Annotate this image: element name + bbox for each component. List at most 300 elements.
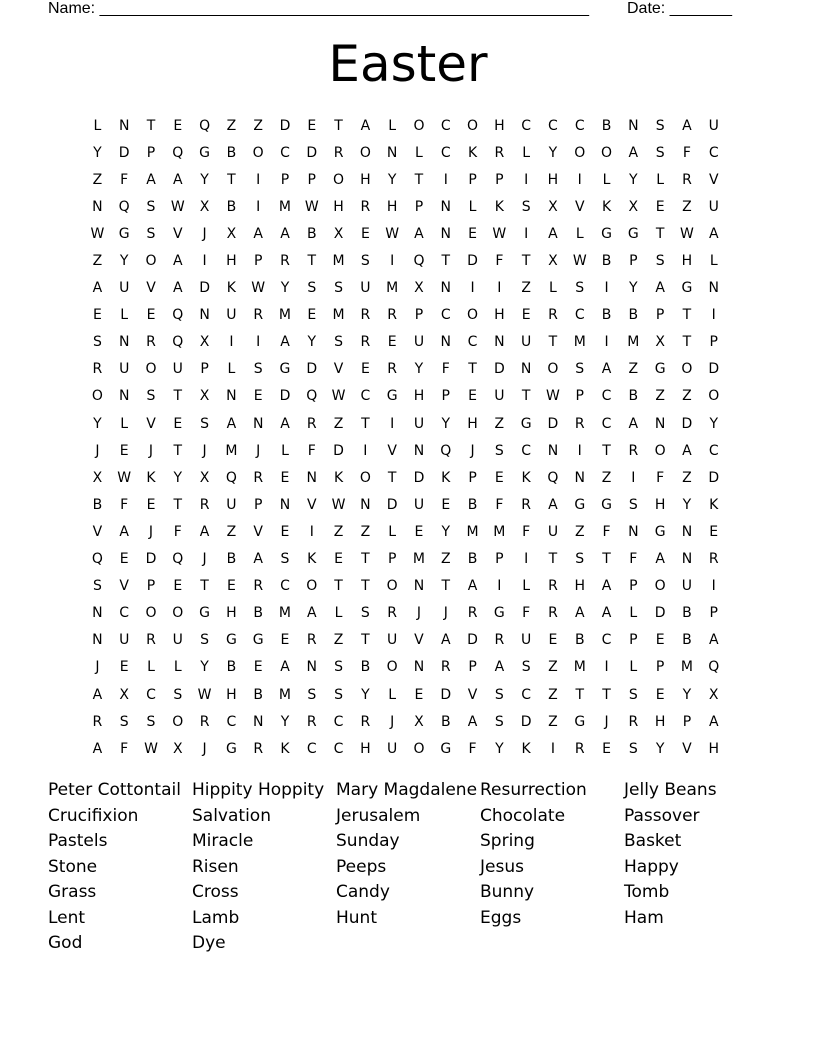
grid-letter: X — [655, 334, 665, 351]
grid-letter: C — [521, 686, 532, 703]
grid-letter: A — [280, 415, 290, 432]
grid-letter: C — [601, 632, 612, 649]
grid-letter: F — [173, 523, 182, 540]
grid-letter: A — [360, 117, 371, 134]
grid-letter: Z — [333, 415, 344, 432]
word-list-item: Ham — [624, 907, 664, 928]
grid-letter: E — [119, 659, 129, 676]
grid-letter: E — [307, 117, 317, 134]
word-list-item: Jelly Beans — [624, 780, 717, 800]
grid-letter: V — [92, 523, 103, 540]
word-list-item: God — [48, 933, 83, 953]
grid-letter: X — [199, 198, 210, 215]
grid-letter: W — [680, 225, 694, 242]
grid-letter: N — [360, 496, 371, 513]
date-field-label: Date: _______ — [627, 0, 732, 17]
grid-letter: A — [92, 686, 103, 703]
grid-letter: X — [628, 198, 639, 215]
grid-letter: H — [547, 171, 559, 188]
grid-letter: B — [467, 496, 478, 513]
grid-letter: O — [359, 144, 371, 161]
grid-letter: L — [147, 659, 155, 676]
grid-letter: Z — [655, 388, 665, 405]
grid-letter: I — [256, 171, 261, 188]
grid-letter: X — [548, 253, 558, 270]
grid-letter: Z — [92, 253, 103, 270]
grid-letter: H — [226, 686, 237, 703]
grid-letter: E — [494, 469, 504, 486]
word-list-item: Grass — [48, 882, 97, 902]
grid-letter: N — [440, 334, 451, 351]
grid-letter: D — [199, 280, 210, 297]
grid-letter: L — [549, 280, 557, 297]
grid-letter: R — [360, 307, 371, 324]
grid-letter: B — [682, 605, 692, 622]
grid-letter: U — [119, 632, 130, 649]
grid-letter: W — [331, 388, 346, 405]
grid-letter: I — [229, 334, 234, 351]
grid-letter: A — [574, 605, 585, 622]
grid-letter: N — [708, 280, 719, 297]
grid-letter: D — [413, 469, 425, 486]
grid-letter: A — [414, 225, 424, 242]
grid-letter: T — [361, 632, 370, 649]
grid-letter: Q — [91, 551, 103, 568]
grid-letter: S — [334, 659, 344, 676]
grid-letter: Q — [199, 117, 211, 134]
grid-letter: T — [575, 686, 585, 703]
grid-letter: A — [440, 632, 451, 649]
grid-letter: L — [93, 117, 102, 134]
grid-letter: X — [92, 469, 103, 486]
grid-letter: O — [252, 144, 264, 161]
grid-letter: Z — [601, 469, 612, 486]
grid-letter: U — [387, 632, 398, 649]
grid-letter: C — [574, 307, 585, 324]
grid-letter: V — [146, 280, 156, 297]
grid-letter: I — [256, 198, 261, 215]
grid-letter: D — [118, 144, 130, 161]
grid-letter: O — [413, 117, 425, 134]
grid-letter: E — [521, 307, 531, 324]
word-list-item: Hippity Hoppity — [192, 780, 325, 800]
grid-letter: S — [628, 686, 638, 703]
grid-letter: J — [95, 659, 100, 676]
grid-letter: P — [495, 551, 504, 568]
grid-letter: K — [280, 740, 290, 757]
word-list-item: Candy — [336, 882, 390, 902]
grid-letter: Z — [333, 523, 344, 540]
grid-letter: S — [146, 713, 156, 730]
grid-letter: W — [144, 740, 158, 757]
grid-letter: P — [495, 171, 504, 188]
grid-letter: A — [601, 605, 612, 622]
grid-letter: Y — [173, 469, 183, 486]
grid-letter: M — [332, 307, 345, 324]
grid-letter: Y — [495, 740, 504, 757]
grid-letter: A — [682, 117, 692, 134]
grid-letter: A — [628, 144, 639, 161]
grid-letter: T — [548, 551, 558, 568]
grid-letter: U — [494, 388, 505, 405]
grid-letter: R — [253, 307, 264, 324]
grid-letter: T — [682, 307, 692, 324]
grid-letter: O — [172, 605, 184, 622]
grid-letter: D — [306, 361, 318, 378]
grid-letter: O — [708, 388, 720, 405]
grid-letter: N — [252, 713, 264, 730]
grid-letter: K — [709, 496, 719, 513]
word-list-item: Salvation — [192, 805, 271, 826]
grid-letter: L — [281, 442, 289, 459]
grid-letter: D — [467, 632, 478, 649]
grid-letter: G — [279, 361, 291, 378]
grid-letter: H — [413, 388, 425, 405]
grid-letter: W — [546, 388, 560, 405]
grid-letter: I — [604, 659, 609, 676]
grid-letter: O — [306, 578, 318, 595]
grid-letter: S — [655, 144, 665, 161]
grid-letter: O — [145, 253, 157, 270]
grid-letter: E — [709, 523, 719, 540]
grid-letter: R — [548, 605, 558, 622]
grid-letter: P — [629, 632, 638, 649]
grid-letter: R — [628, 713, 639, 730]
grid-letter: R — [92, 713, 103, 730]
grid-letter: Z — [682, 388, 692, 405]
grid-letter: E — [360, 225, 370, 242]
grid-letter: D — [279, 388, 291, 405]
grid-letter: C — [574, 117, 585, 134]
grid-letter: P — [468, 469, 477, 486]
grid-letter: E — [173, 117, 183, 134]
grid-letter: S — [253, 361, 263, 378]
grid-letter: C — [548, 117, 558, 134]
grid-letter: J — [95, 442, 100, 459]
grid-letter: R — [574, 740, 585, 757]
grid-letter: Z — [440, 551, 451, 568]
grid-letter: S — [628, 740, 638, 757]
grid-letter: J — [202, 740, 207, 757]
grid-letter: D — [708, 361, 720, 378]
grid-letter: Z — [360, 523, 371, 540]
grid-letter: A — [708, 632, 719, 649]
grid-letter: S — [146, 198, 156, 215]
grid-letter: H — [574, 578, 585, 595]
grid-letter: G — [252, 632, 264, 649]
grid-letter: Y — [629, 171, 638, 188]
grid-letter: E — [414, 523, 424, 540]
grid-letter: Y — [682, 686, 692, 703]
grid-letter: T — [521, 253, 531, 270]
grid-letter: B — [467, 551, 478, 568]
grid-letter: Y — [655, 740, 665, 757]
grid-letter: B — [226, 551, 237, 568]
grid-letter: G — [225, 632, 237, 649]
grid-letter: M — [412, 551, 425, 568]
grid-letter: T — [602, 686, 611, 703]
grid-letter: O — [386, 659, 398, 676]
grid-letter: T — [655, 225, 665, 242]
grid-letter: I — [711, 578, 716, 595]
grid-letter: R — [708, 551, 719, 568]
grid-letter: G — [681, 280, 693, 297]
grid-letter: X — [333, 225, 344, 242]
grid-letter: M — [332, 253, 345, 270]
grid-letter: T — [414, 171, 424, 188]
grid-letter: I — [390, 253, 395, 270]
grid-letter: M — [386, 280, 399, 297]
grid-letter: N — [306, 469, 318, 486]
word-list-item: Resurrection — [480, 780, 587, 800]
grid-letter: Y — [307, 334, 317, 351]
grid-letter: L — [120, 307, 129, 324]
grid-letter: E — [414, 686, 424, 703]
grid-letter: A — [199, 523, 210, 540]
word-list-item: Risen — [192, 856, 239, 877]
grid-letter: R — [306, 632, 317, 649]
grid-letter: M — [573, 334, 586, 351]
grid-letter: T — [468, 361, 477, 378]
grid-letter: T — [227, 171, 236, 188]
grid-letter: N — [547, 442, 559, 459]
grid-letter: N — [92, 198, 103, 215]
grid-letter: V — [119, 578, 129, 595]
word-list-item: Spring — [480, 831, 535, 851]
grid-letter: C — [708, 442, 719, 459]
grid-letter: P — [655, 307, 665, 324]
grid-letter: R — [253, 578, 264, 595]
grid-letter: V — [173, 225, 183, 242]
grid-letter: A — [146, 171, 156, 188]
grid-letter: B — [360, 659, 371, 676]
grid-letter: O — [574, 144, 586, 161]
grid-letter: I — [309, 523, 314, 540]
grid-letter: R — [682, 171, 692, 188]
grid-letter: A — [467, 713, 478, 730]
grid-letter: J — [148, 523, 154, 540]
grid-letter: N — [413, 442, 425, 459]
grid-letter: O — [145, 605, 157, 622]
grid-letter: S — [521, 198, 531, 215]
grid-letter: R — [360, 334, 371, 351]
grid-letter: M — [225, 442, 238, 459]
grid-letter: V — [574, 198, 585, 215]
grid-letter: E — [173, 415, 183, 432]
grid-letter: Z — [253, 117, 263, 134]
grid-letter: D — [386, 496, 398, 513]
grid-letter: O — [654, 442, 666, 459]
grid-letter: N — [118, 388, 130, 405]
word-list-item: Peeps — [336, 856, 387, 877]
grid-letter: U — [413, 496, 425, 513]
grid-letter: T — [521, 388, 531, 405]
grid-letter: F — [495, 253, 504, 270]
grid-letter: S — [360, 253, 370, 270]
grid-letter: A — [708, 713, 719, 730]
grid-letter: L — [334, 605, 343, 622]
grid-letter: C — [119, 605, 130, 622]
word-list-item: Cross — [192, 882, 239, 902]
grid-letter: P — [441, 388, 450, 405]
grid-letter: N — [413, 578, 425, 595]
grid-letter: C — [521, 442, 532, 459]
grid-letter: B — [253, 605, 263, 622]
word-list-item: Hunt — [336, 907, 377, 928]
grid-letter: T — [361, 578, 370, 595]
grid-letter: B — [574, 632, 585, 649]
grid-letter: I — [256, 334, 261, 351]
grid-letter: C — [440, 117, 451, 134]
grid-letter: M — [466, 523, 479, 540]
word-list-item: Lent — [48, 907, 86, 928]
grid-letter: P — [468, 659, 477, 676]
grid-letter: W — [385, 225, 400, 242]
grid-letter: S — [146, 225, 156, 242]
word-list-item: Passover — [624, 805, 700, 826]
grid-letter: N — [226, 388, 237, 405]
grid-letter: S — [280, 551, 290, 568]
grid-letter: L — [575, 225, 584, 242]
grid-letter: A — [601, 361, 612, 378]
grid-letter: A — [280, 659, 290, 676]
grid-letter: J — [604, 713, 609, 730]
grid-letter: O — [91, 388, 103, 405]
grid-letter: U — [681, 578, 693, 595]
grid-letter: V — [253, 523, 263, 540]
grid-letter: W — [331, 496, 346, 513]
grid-letter: E — [307, 307, 317, 324]
grid-letter: L — [173, 659, 182, 676]
grid-letter: X — [199, 334, 210, 351]
grid-letter: F — [522, 523, 531, 540]
grid-letter: K — [441, 469, 451, 486]
grid-letter: G — [601, 225, 612, 242]
grid-letter: E — [92, 307, 102, 324]
grid-letter: N — [92, 632, 103, 649]
word-list-item: Tomb — [624, 882, 670, 902]
grid-letter: J — [202, 551, 207, 568]
grid-letter: N — [494, 334, 505, 351]
grid-letter: W — [117, 469, 132, 486]
grid-letter: I — [604, 280, 609, 297]
grid-letter: E — [655, 198, 665, 215]
grid-letter: T — [173, 496, 183, 513]
grid-letter: S — [575, 361, 585, 378]
grid-letter: L — [522, 578, 531, 595]
grid-letter: E — [360, 361, 370, 378]
grid-letter: E — [253, 388, 263, 405]
grid-letter: G — [627, 225, 639, 242]
grid-letter: E — [173, 578, 183, 595]
grid-letter: O — [333, 171, 345, 188]
grid-letter: C — [146, 686, 156, 703]
grid-letter: P — [253, 253, 263, 270]
grid-letter: Y — [387, 171, 397, 188]
grid-letter: I — [363, 442, 368, 459]
grid-letter: Q — [172, 144, 184, 161]
grid-letter: X — [414, 713, 424, 730]
grid-letter: H — [654, 713, 666, 730]
grid-letter: A — [467, 578, 478, 595]
grid-letter: M — [278, 198, 292, 215]
grid-letter: L — [468, 198, 477, 215]
grid-letter: E — [655, 686, 665, 703]
grid-letter: J — [443, 605, 448, 622]
grid-letter: S — [655, 117, 665, 134]
grid-letter: R — [360, 198, 371, 215]
grid-letter: B — [628, 307, 639, 324]
grid-letter: J — [470, 442, 475, 459]
grid-letter: N — [628, 523, 639, 540]
grid-letter: H — [708, 740, 719, 757]
grid-letter: F — [495, 496, 504, 513]
grid-letter: Q — [413, 253, 425, 270]
grid-letter: D — [145, 551, 157, 568]
word-list-item: Crucifixion — [48, 805, 139, 826]
grid-letter: A — [628, 415, 639, 432]
grid-letter: O — [467, 307, 479, 324]
grid-letter: B — [92, 496, 103, 513]
grid-letter: G — [199, 144, 211, 161]
grid-letter: H — [467, 415, 478, 432]
grid-letter: M — [680, 659, 693, 676]
grid-letter: D — [306, 144, 318, 161]
grid-letter: P — [709, 334, 718, 351]
grid-letter: K — [467, 144, 478, 161]
grid-letter: B — [226, 659, 237, 676]
grid-letter: T — [602, 442, 611, 459]
grid-letter: B — [628, 388, 639, 405]
grid-letter: L — [227, 361, 236, 378]
grid-letter: X — [548, 198, 558, 215]
grid-letter: D — [440, 686, 452, 703]
grid-letter: Q — [172, 551, 184, 568]
grid-letter: G — [118, 225, 130, 242]
grid-letter: R — [467, 605, 478, 622]
grid-letter: Q — [172, 334, 184, 351]
grid-letter: T — [387, 469, 397, 486]
grid-letter: D — [654, 605, 666, 622]
grid-letter: Z — [628, 361, 639, 378]
grid-letter: N — [681, 551, 693, 568]
grid-letter: N — [413, 659, 425, 676]
grid-letter: N — [92, 605, 103, 622]
grid-letter: A — [306, 605, 317, 622]
word-list-item: Pastels — [48, 831, 108, 851]
grid-letter: A — [173, 253, 183, 270]
grid-letter: V — [333, 361, 344, 378]
grid-letter: F — [629, 551, 638, 568]
grid-letter: Y — [441, 415, 451, 432]
grid-letter: D — [547, 415, 559, 432]
grid-letter: E — [468, 388, 477, 405]
grid-letter: M — [278, 686, 292, 703]
grid-letter: L — [629, 605, 638, 622]
grid-letter: Y — [441, 523, 451, 540]
grid-letter: U — [172, 361, 183, 378]
grid-letter: T — [361, 551, 370, 568]
grid-letter: E — [146, 307, 156, 324]
word-list-item: Chocolate — [480, 805, 566, 826]
grid-letter: Z — [682, 198, 692, 215]
grid-letter: K — [494, 198, 504, 215]
grid-letter: R — [574, 415, 585, 432]
grid-letter: X — [708, 686, 719, 703]
grid-letter: S — [200, 632, 210, 649]
grid-letter: M — [278, 605, 292, 622]
grid-letter: Y — [682, 496, 692, 513]
